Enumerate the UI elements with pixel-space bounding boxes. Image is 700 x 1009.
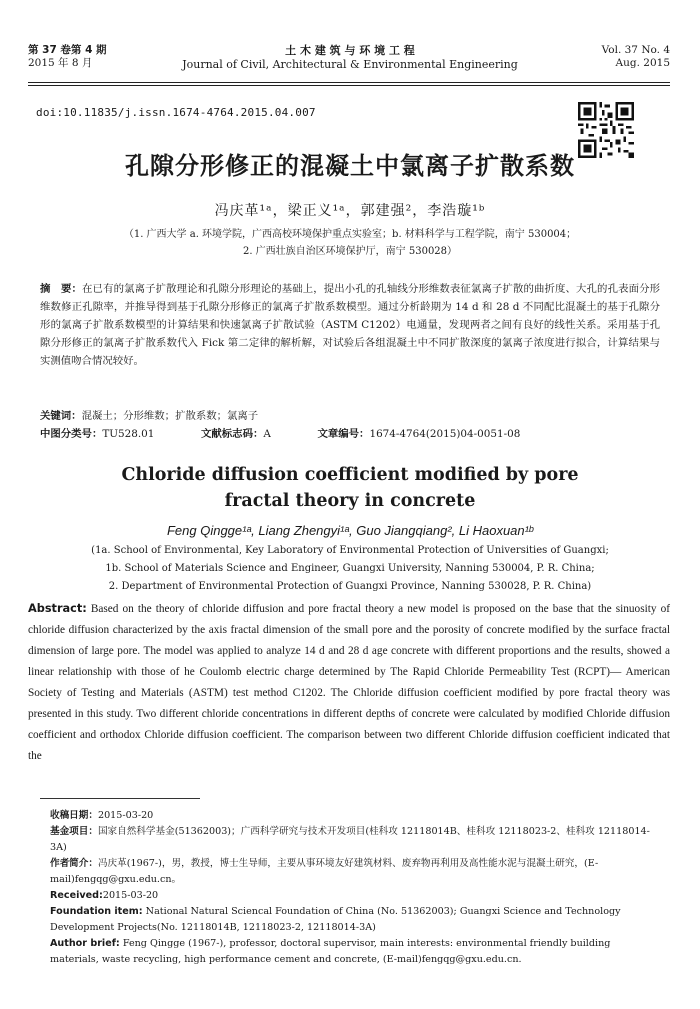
- received-cn-label: 收稿日期：: [50, 810, 98, 821]
- received-en-value: 2015-03-20: [102, 890, 159, 901]
- author-en-label: Author brief:: [50, 938, 120, 949]
- affiliation-cn-2: 2. 广西壮族自治区环境保护厅，南宁 530028）: [242, 246, 458, 257]
- keywords-cn: [40, 407, 660, 425]
- abstract-en-text: Based on the theory of chloride diffusion and pore fractal theory a new model is proposed on the base that the sinuosity of chloride diffusion characterized by the axis fractal dimension of the small pore and the porosity of concrete modified by the surface fractal dimension of large pore. The model was applied to analyze 14 d and 28 d age concrete with different proportions and the results, showed a linear relationship with those of he Coulomb electric charge determined by The Rapid Chloride Permeability Test (RCPT)— American Society of Testing and Materials (ASTM) test method C1202. The Chloride diffusion coefficient modified by pore fractal theory was presented in this study. Two different chloride concentrations in different depths of concrete were calculated by modified Chloride diffusion coefficient and orthodox Chloride diffusion coefficient. The comparison between two different Chloride diffusion coefficient indicated that the: [28, 603, 670, 762]
- clc-label: 中图分类号：: [40, 428, 103, 440]
- author-cn-value: 冯庆革(1967-)，男，教授，博士生导师，主要从事环境友好建筑材料、废弃物再利用及高性能水泥与混凝土研究，(E-mail)fengqg@gxu.edu.cn。: [50, 858, 599, 885]
- abstract-en: [28, 598, 670, 767]
- affiliation-en-3: 2. Department of Environmental Protection of Guangxi Province, Nanning 530028, P. R. China): [108, 581, 592, 592]
- fund-en-value: National Natural Sciencal Foundation of China (No. 51362003); Guangxi Science and Technology Development Projects(No. 12118014B, 12118023-2, 12118014-3A): [50, 906, 621, 933]
- doc-code-value: A: [263, 428, 271, 440]
- received-cn: [50, 808, 660, 824]
- received-cn-value: 2015-03-20: [97, 810, 154, 821]
- header-issue-cn: [28, 44, 107, 70]
- paper-title-en-line2: fractal theory in concrete: [224, 491, 476, 511]
- footnotes: [50, 808, 660, 968]
- fund-en-label: Foundation item:: [50, 906, 143, 917]
- author-en-value: Feng Qingge (1967-), professor, doctoral supervisor, main interests: environmental friendly building materials, waste recycling, high performance cement and concrete, (E-mail)fengqg@gxu.edu.cn.: [50, 938, 611, 965]
- volume-cn: 第 37 卷第 4 期: [28, 44, 107, 56]
- abstract-cn: [40, 280, 660, 370]
- header-rule-thin: [28, 85, 670, 86]
- abstract-cn-label: 摘 要：: [40, 283, 83, 295]
- author-cn: [50, 856, 660, 888]
- article-no-value: 1674-4764(2015)04-0051-08: [369, 428, 521, 440]
- received-en-label: Received:: [50, 890, 103, 901]
- keywords-cn-label: 关键词：: [40, 410, 82, 422]
- paper-title-en-line1: Chloride diffusion coefficient modified by pore: [121, 465, 579, 485]
- classification-line: [40, 425, 660, 443]
- footnote-rule: [40, 798, 200, 799]
- fund-en: [50, 904, 660, 936]
- paper-title-cn: 孔隙分形修正的混凝土中氯离子扩散系数: [125, 152, 575, 180]
- article-no-label: 文章编号：: [317, 428, 370, 440]
- authors-cn: 冯庆革¹ᵃ，梁正义¹ᵃ，郭建强²，李浩璇¹ᵇ: [214, 203, 486, 219]
- header-issue-en: [560, 44, 670, 70]
- keywords-cn-text: 混凝土；分形维数；扩散系数；氯离子: [81, 410, 259, 422]
- fund-cn-label: 基金项目：: [50, 826, 98, 837]
- header-journal: [150, 44, 550, 72]
- date-cn: 2015 年 8 月: [28, 57, 93, 69]
- affiliation-en-1: (1a. School of Environmental, Key Laboratory of Environmental Protection of Universities of Guangxi;: [91, 545, 609, 556]
- abstract-cn-text: 在已有的氯离子扩散理论和孔隙分形理论的基础上，提出小孔的孔轴线分形维数表征氯离子扩散的曲折度、大孔的孔表面分形维数修正孔隙率，并推导得到基于孔隙分形修正的氯离子扩散系数模型。通过分析龄期为 14 d 和 28 d 不同配比混凝土的基于孔隙分形的氯离子扩散系数模型的计算结果和快速氯离子扩散试验（ASTM C1202）电通量，发现两者之间有良好的线性关系。采用基于孔隙分形修正的氯离子扩散系数代入 Fick 第二定律的解析解，对试验后各组混凝土中不同扩散深度的氯离子浓度进行拟合，计算结果与实测值吻合情况较好。: [40, 283, 660, 367]
- volume-en: Vol. 37 No. 4: [601, 44, 670, 56]
- abstract-en-label: Abstract:: [28, 602, 87, 615]
- affiliation-en-2: 1b. School of Materials Science and Engineer, Guangxi University, Nanning 530004, P. R. China;: [105, 563, 595, 574]
- received-en: [50, 888, 660, 904]
- fund-cn: [50, 824, 660, 856]
- doi-text[interactable]: doi:10.11835/j.issn.1674-4764.2015.04.007: [36, 106, 316, 119]
- authors-en: Feng Qingge¹ᵃ, Liang Zhengyi¹ᵃ, Guo Jiangqiang², Li Haoxuan¹ᵇ: [166, 523, 534, 538]
- clc-value: TU528.01: [102, 428, 155, 440]
- affiliation-cn-1: （1. 广西大学 a. 环境学院，广西高校环境保护重点实验室；b. 材料科学与工程学院，南宁 530004；: [123, 229, 577, 240]
- author-en: [50, 936, 660, 968]
- journal-name-cn: 土 木 建 筑 与 环 境 工 程: [285, 44, 415, 57]
- header-rule-thick: [28, 82, 670, 83]
- doc-code-label: 文献标志码：: [201, 428, 264, 440]
- fund-cn-value: 国家自然科学基金(51362003)；广西科学研究与技术开发项目(桂科攻 12118014B、桂科攻 12118023-2、桂科攻 12118014-3A): [50, 826, 650, 853]
- date-en: Aug. 2015: [615, 57, 670, 69]
- journal-name-en: Journal of Civil, Architectural & Environmental Engineering: [182, 58, 518, 71]
- paper-title-en: [36, 462, 664, 514]
- author-cn-label: 作者简介：: [50, 858, 98, 869]
